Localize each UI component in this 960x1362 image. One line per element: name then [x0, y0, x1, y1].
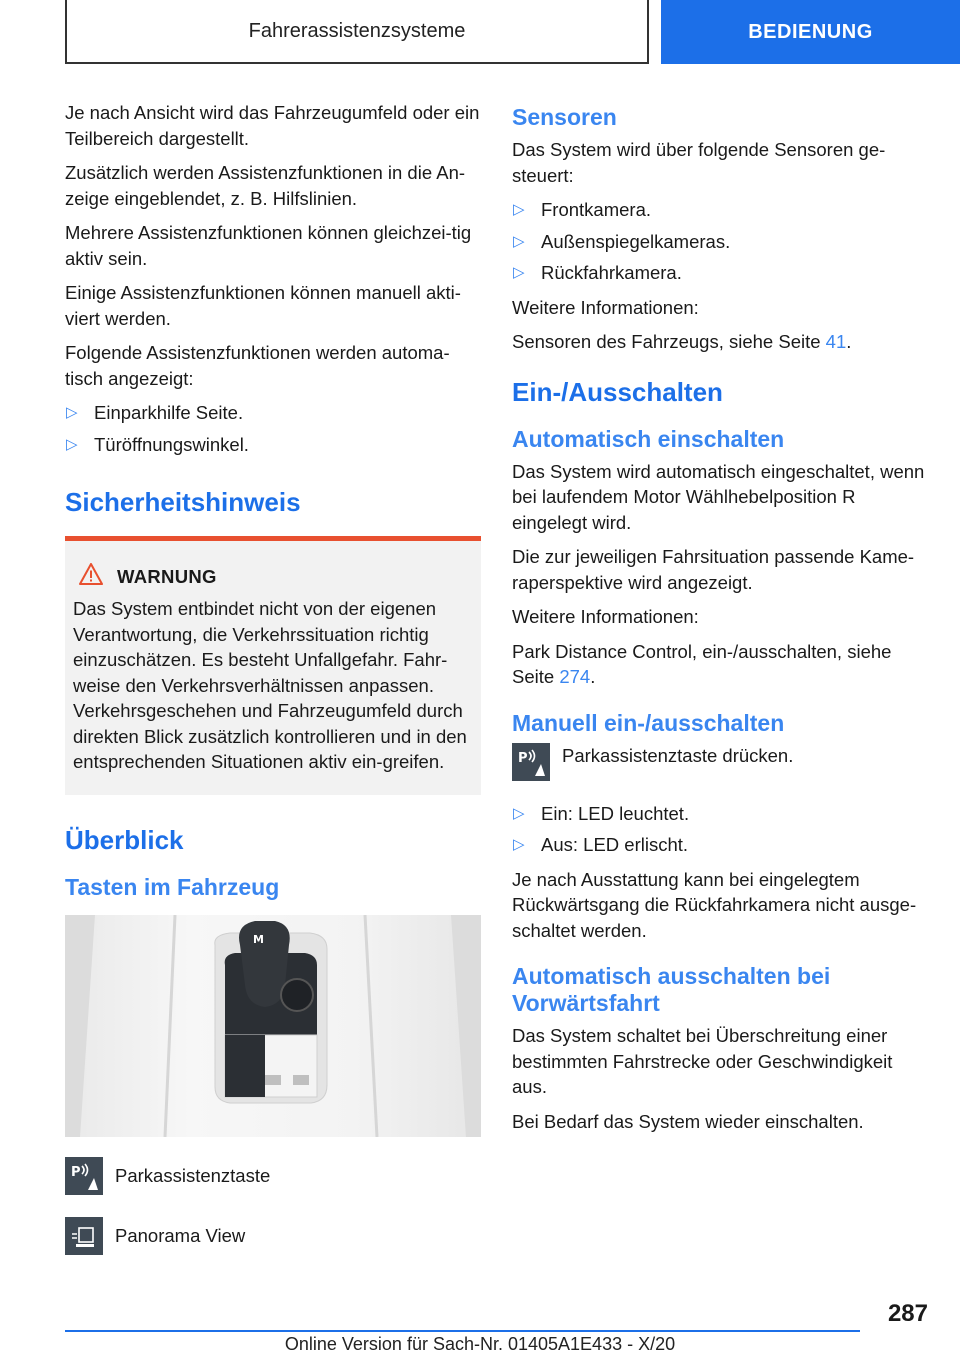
icon-row-panorama-view — [65, 1217, 481, 1258]
paragraph: Folgende Assistenzfunktionen werden automa-tisch angezeigt: — [65, 342, 450, 389]
triangle-bullet-icon: ▷ — [513, 201, 525, 218]
page-link-41[interactable]: 41 — [825, 331, 847, 352]
list-item: ▷ Frontkamera. — [512, 197, 932, 223]
paragraph: Die zur jeweiligen Fahrsituation passende Kame-raperspektive wird angezeigt. — [512, 546, 915, 593]
paragraph: Sensoren des Fahrzeugs, siehe Seite 41. — [512, 331, 852, 352]
center-console-photo — [65, 915, 481, 1137]
list-item: ▷ Außenspiegelkameras. — [512, 229, 932, 255]
list-item: ▷ Türöffnungswinkel. — [65, 432, 481, 458]
list-item: ▷ Einparkhilfe Seite. — [65, 400, 481, 426]
icon-row-park-assist — [65, 1157, 481, 1198]
list-item: ▷ Aus: LED erlischt. — [512, 832, 932, 858]
subheading-buttons: Tasten im Fahrzeug — [65, 873, 280, 900]
paragraph: Zusätzlich werden Assistenzfunktionen in die An-zeige eingeblendet, z. B. Hilfslinien. — [65, 162, 466, 209]
heading-on-off: Ein-/Ausschalten — [512, 376, 723, 407]
heading-auto-on: Automatisch einschalten — [512, 425, 785, 452]
park-assist-label: Parkassistenztaste — [115, 1164, 271, 1186]
paragraph: Einige Assistenzfunktionen können manuell akti-viert werden. — [65, 282, 461, 329]
heading-safety: Sicherheitshinweis — [65, 487, 301, 517]
manual-instruction: Parkassistenztaste drücken. — [562, 744, 794, 766]
heading-sensors: Sensoren — [512, 104, 617, 130]
paragraph: Das System wird automatisch eingeschaltet, wenn bei laufendem Motor Wählhebelposition R eingelegt wird. — [512, 460, 925, 533]
warning-text: Das System entbindet nicht von der eigenen Verantwortung, die Verkehrssituation richtig einzuschätzen. Es besteht Unfallgefahr. Fahr-weise den Verkehrsverhältnissen anpassen. Verkehrsgeschehen und Fahrzeugumfeld durch direkten Blick zusätzlich kontrollieren und in den entsprechenden Situationen aktiv ein-greifen. — [73, 598, 467, 772]
list-item: ▷ Rückfahrkamera. — [512, 260, 932, 286]
triangle-bullet-icon: ▷ — [513, 264, 525, 281]
page-number: 287 — [887, 1300, 928, 1327]
left-column — [65, 100, 481, 1278]
heading-overview: Überblick — [65, 824, 184, 855]
triangle-bullet-icon: ▷ — [66, 435, 78, 453]
park-assist-button-icon[interactable] — [65, 1157, 103, 1195]
paragraph: Mehrere Assistenzfunktionen können gleichzei-tig aktiv sein. — [65, 222, 472, 269]
svg-text:M: M — [253, 932, 264, 946]
svg-text:P: P — [518, 750, 528, 766]
paragraph: Das System wird über folgende Sensoren ge-steuert: — [512, 139, 886, 186]
park-assist-button-icon[interactable] — [512, 743, 550, 781]
footer-text: Online Version für Sach-Nr. 01405A1E433 - X/20 — [284, 1334, 676, 1354]
paragraph: Bei Bedarf das System wieder einschalten. — [512, 1110, 864, 1132]
manual-list — [512, 801, 932, 858]
auto-functions-list — [65, 400, 481, 457]
paragraph: Park Distance Control, ein-/ausschalten, siehe Seite 274. — [512, 640, 892, 687]
heading-manual: Manuell ein-/ausschalten — [512, 709, 785, 736]
right-column — [512, 100, 932, 1143]
footer-divider — [65, 1330, 860, 1332]
page-link-274[interactable]: 274 — [559, 666, 591, 687]
warning-title: WARNUNG — [117, 565, 217, 587]
paragraph: Je nach Ansicht wird das Fahrzeugumfeld oder ein Teilbereich dargestellt. — [65, 102, 480, 149]
triangle-bullet-icon: ▷ — [513, 836, 525, 853]
panorama-view-button-icon[interactable] — [65, 1217, 103, 1255]
paragraph: Weitere Informationen: — [512, 296, 699, 318]
paragraph: Das System schaltet bei Überschreitung einer bestimmten Fahrstrecke oder Geschwindigkeit aus. — [512, 1025, 893, 1097]
warning-triangle-icon — [79, 563, 103, 590]
sensors-list — [512, 197, 932, 286]
heading-auto-off: Automatisch ausschalten bei Vorwärtsfahrt — [512, 963, 831, 1016]
warning-box — [65, 536, 481, 795]
header-section-title: Fahrerassistenzsysteme — [65, 0, 649, 64]
header-chapter-tab[interactable]: BEDIENUNG — [661, 0, 960, 64]
triangle-bullet-icon: ▷ — [66, 404, 78, 421]
list-item: ▷ Ein: LED leuchtet. — [512, 801, 932, 827]
icon-row-manual — [512, 743, 932, 781]
triangle-bullet-icon: ▷ — [513, 804, 525, 822]
svg-text:P: P — [71, 1164, 81, 1180]
triangle-bullet-icon: ▷ — [513, 232, 525, 250]
panorama-view-label: Panorama View — [115, 1225, 246, 1246]
paragraph: Je nach Ausstattung kann bei eingelegtem Rückwärtsgang die Rückfahrkamera nicht ausge-schaltet werden. — [512, 868, 917, 941]
paragraph: Weitere Informationen: — [512, 606, 699, 627]
